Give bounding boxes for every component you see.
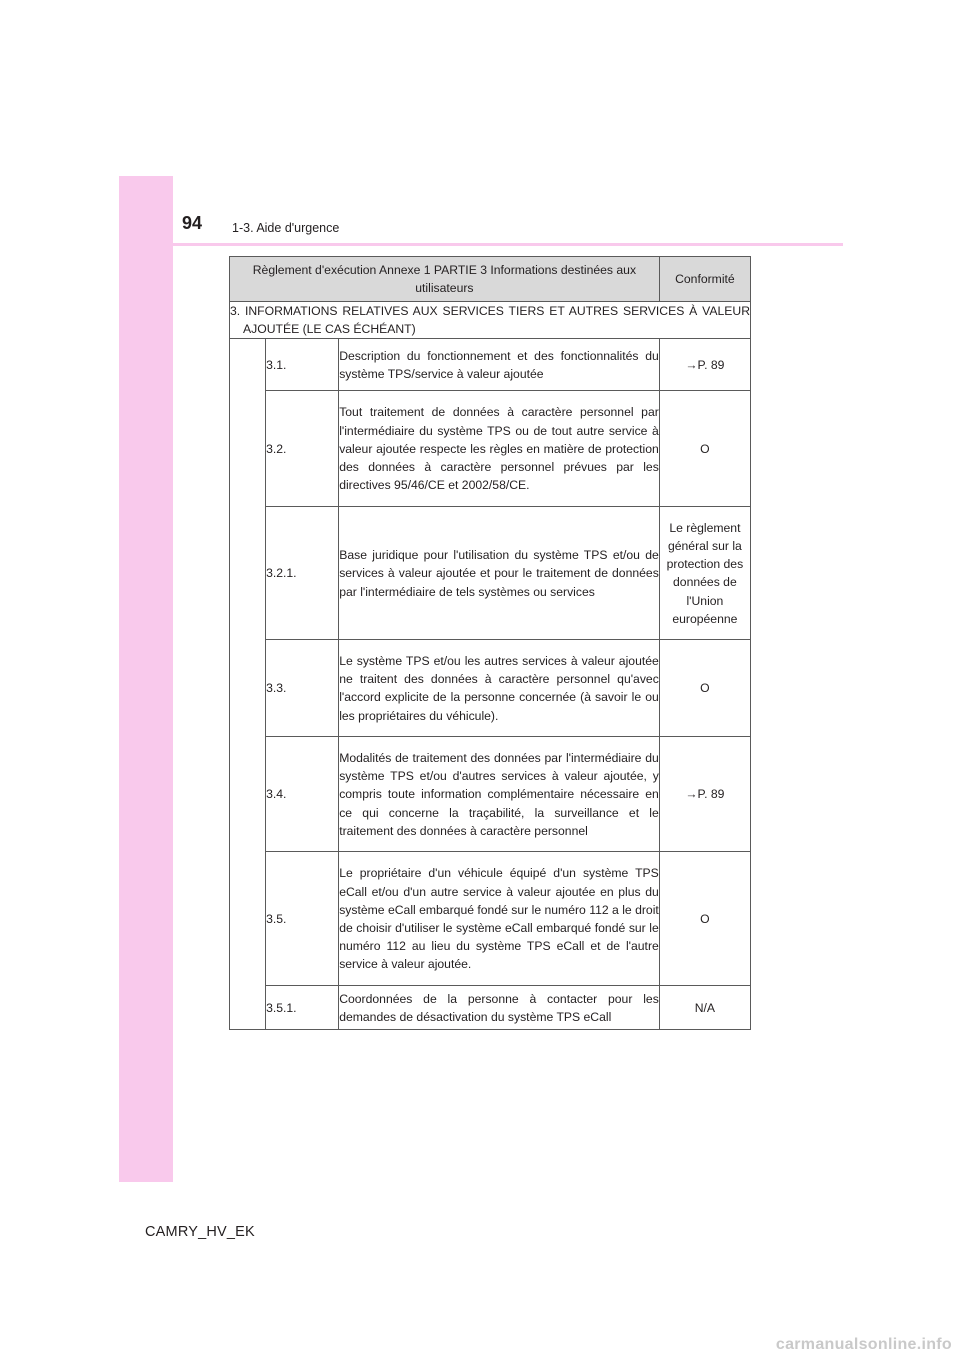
table-header-row (230, 257, 751, 302)
header-conformity: Conformité (659, 257, 750, 302)
row-conformity: →P. 89 (659, 339, 750, 391)
regulation-table (229, 256, 751, 1030)
indent-cell (230, 339, 266, 1030)
row-conformity: N/A (659, 986, 750, 1030)
page-number: 94 (182, 213, 203, 233)
table-row (230, 339, 751, 391)
row-number: 3.2. (266, 391, 339, 507)
table-row (230, 391, 751, 507)
row-conformity: O (659, 852, 750, 986)
section-row (230, 302, 751, 339)
section-title: 1-3. Aide d'urgence (232, 221, 340, 235)
row-conformity: Le règlement général sur la protection des données de l'Union européenne (659, 507, 750, 640)
header-regulation: Règlement d'exécution Annexe 1 PARTIE 3 Informations destinées aux utilisateurs (230, 257, 660, 302)
side-tab-band (119, 176, 173, 1182)
row-conformity: O (659, 391, 750, 507)
row-number: 3.5. (266, 852, 339, 986)
row-number: 3.2.1. (266, 507, 339, 640)
table-row (230, 852, 751, 986)
row-description: Le système TPS et/ou les autres services à valeur ajoutée ne traitent des données à caractère personnel qu'avec l'accord explicite de la personne concernée (à savoir le ou les propriétaires du véhicule). (339, 640, 660, 737)
table-row (230, 737, 751, 852)
header-rule (119, 243, 843, 246)
row-number: 3.3. (266, 640, 339, 737)
row-description: Base juridique pour l'utilisation du système TPS et/ou de services à valeur ajoutée et pour le traitement de données par l'intermédiaire de tels systèmes ou services (339, 507, 660, 640)
row-description: Le propriétaire d'un véhicule équipé d'un système TPS eCall et/ou d'un autre service à valeur ajoutée en plus du système eCall embarqué fondé sur le numéro 112 a le droit de choisir d'utiliser le système eCall embarqué fondé sur le numéro 112 au lieu du système TPS eCall et de l'autre service à valeur ajoutée. (339, 852, 660, 986)
watermark: carmanualsonline.info (775, 1336, 952, 1353)
row-number: 3.1. (266, 339, 339, 391)
row-conformity: O (659, 640, 750, 737)
row-description: Tout traitement de données à caractère personnel par l'intermédiaire du système TPS ou de tout autre service à valeur ajoutée respecte les règles en matière de protection des données à caractère personnel prévues par les directives 95/46/CE et 2002/58/CE. (339, 391, 660, 507)
table-row (230, 640, 751, 737)
table-row (230, 986, 751, 1030)
footer-model-code: CAMRY_HV_EK (145, 1224, 255, 1240)
row-description: Modalités de traitement des données par l'intermédiaire du système TPS et/ou d'autres services à valeur ajoutée, y compris toute information complémentaire nécessaire en ce qui concerne la traçabilité, la surveillance et le traitement des données à caractère personnel (339, 737, 660, 852)
row-number: 3.4. (266, 737, 339, 852)
row-description: Coordonnées de la personne à contacter pour les demandes de désactivation du système TPS eCall (339, 986, 660, 1030)
section-heading: 3. INFORMATIONS RELATIVES AUX SERVICES TIERS ET AUTRES SERVICES À VALEUR AJOUTÉE (LE CAS ÉCHÉANT) (230, 304, 750, 337)
row-number: 3.5.1. (266, 986, 339, 1030)
row-conformity: →P. 89 (659, 737, 750, 852)
table-row (230, 507, 751, 640)
row-description: Description du fonctionnement et des fonctionnalités du système TPS/service à valeur ajoutée (339, 339, 660, 391)
